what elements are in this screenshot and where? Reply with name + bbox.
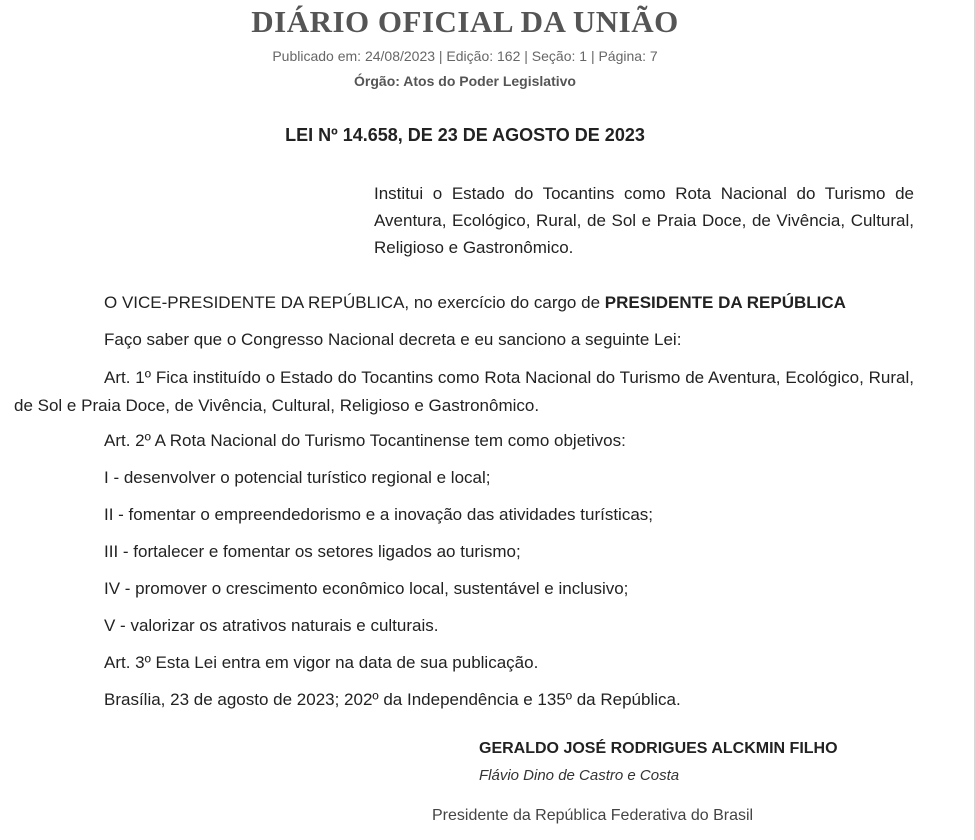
- list-item: I - desenvolver o potencial turístico regional e local;: [104, 468, 491, 487]
- preamble-text: O VICE-PRESIDENTE DA REPÚBLICA, no exercício do cargo de: [104, 293, 605, 312]
- law-summary: Institui o Estado do Tocantins como Rota Nacional do Turismo de Aventura, Ecológico, Rural, de Sol e Praia Doce, de Vivência, Cultural, Religioso e Gastronômico.: [374, 184, 914, 257]
- article-2: Art. 2º A Rota Nacional do Turismo Tocantinense tem como objetivos:: [104, 431, 626, 450]
- law-title: LEI Nº 14.658, DE 23 DE AGOSTO DE 2023: [285, 125, 645, 145]
- article-1: Art. 1º Fica instituído o Estado do Tocantins como Rota Nacional do Turismo de Aventura, Ecológico, Rural, de Sol e Praia Doce, de Vivência, Cultural, Religioso e Gastronômico.: [14, 368, 914, 415]
- list-item: II - fomentar o empreendedorismo e a inovação das atividades turísticas;: [104, 505, 654, 524]
- list-item: V - valorizar os atrativos naturais e culturais.: [104, 616, 439, 635]
- list-item: IV - promover o crescimento econômico local, sustentável e inclusivo;: [104, 579, 629, 598]
- enactment-clause: Faço saber que o Congresso Nacional decreta e eu sanciono a seguinte Lei:: [104, 330, 682, 349]
- list-item: III - fortalecer e fomentar os setores ligados ao turismo;: [104, 542, 521, 561]
- countersignatory: Flávio Dino de Castro e Costa: [479, 767, 680, 784]
- preamble-office: PRESIDENTE DA REPÚBLICA: [604, 293, 846, 312]
- masthead-title: DIÁRIO OFICIAL DA UNIÃO: [251, 4, 679, 39]
- publication-meta: Publicado em: 24/08/2023 | Edição: 162 | Seção: 1 | Página: 7: [272, 48, 658, 64]
- closing-date: Brasília, 23 de agosto de 2023; 202º da Independência e 135º da República.: [104, 690, 681, 709]
- preamble: [14, 289, 914, 317]
- signatory-role: Presidente da República Federativa do Brasil: [432, 807, 754, 824]
- issuing-body: Órgão: Atos do Poder Legislativo: [354, 73, 576, 89]
- signatory-name: GERALDO JOSÉ RODRIGUES ALCKMIN FILHO: [479, 740, 838, 757]
- article-3: Art. 3º Esta Lei entra em vigor na data de sua publicação.: [104, 653, 539, 672]
